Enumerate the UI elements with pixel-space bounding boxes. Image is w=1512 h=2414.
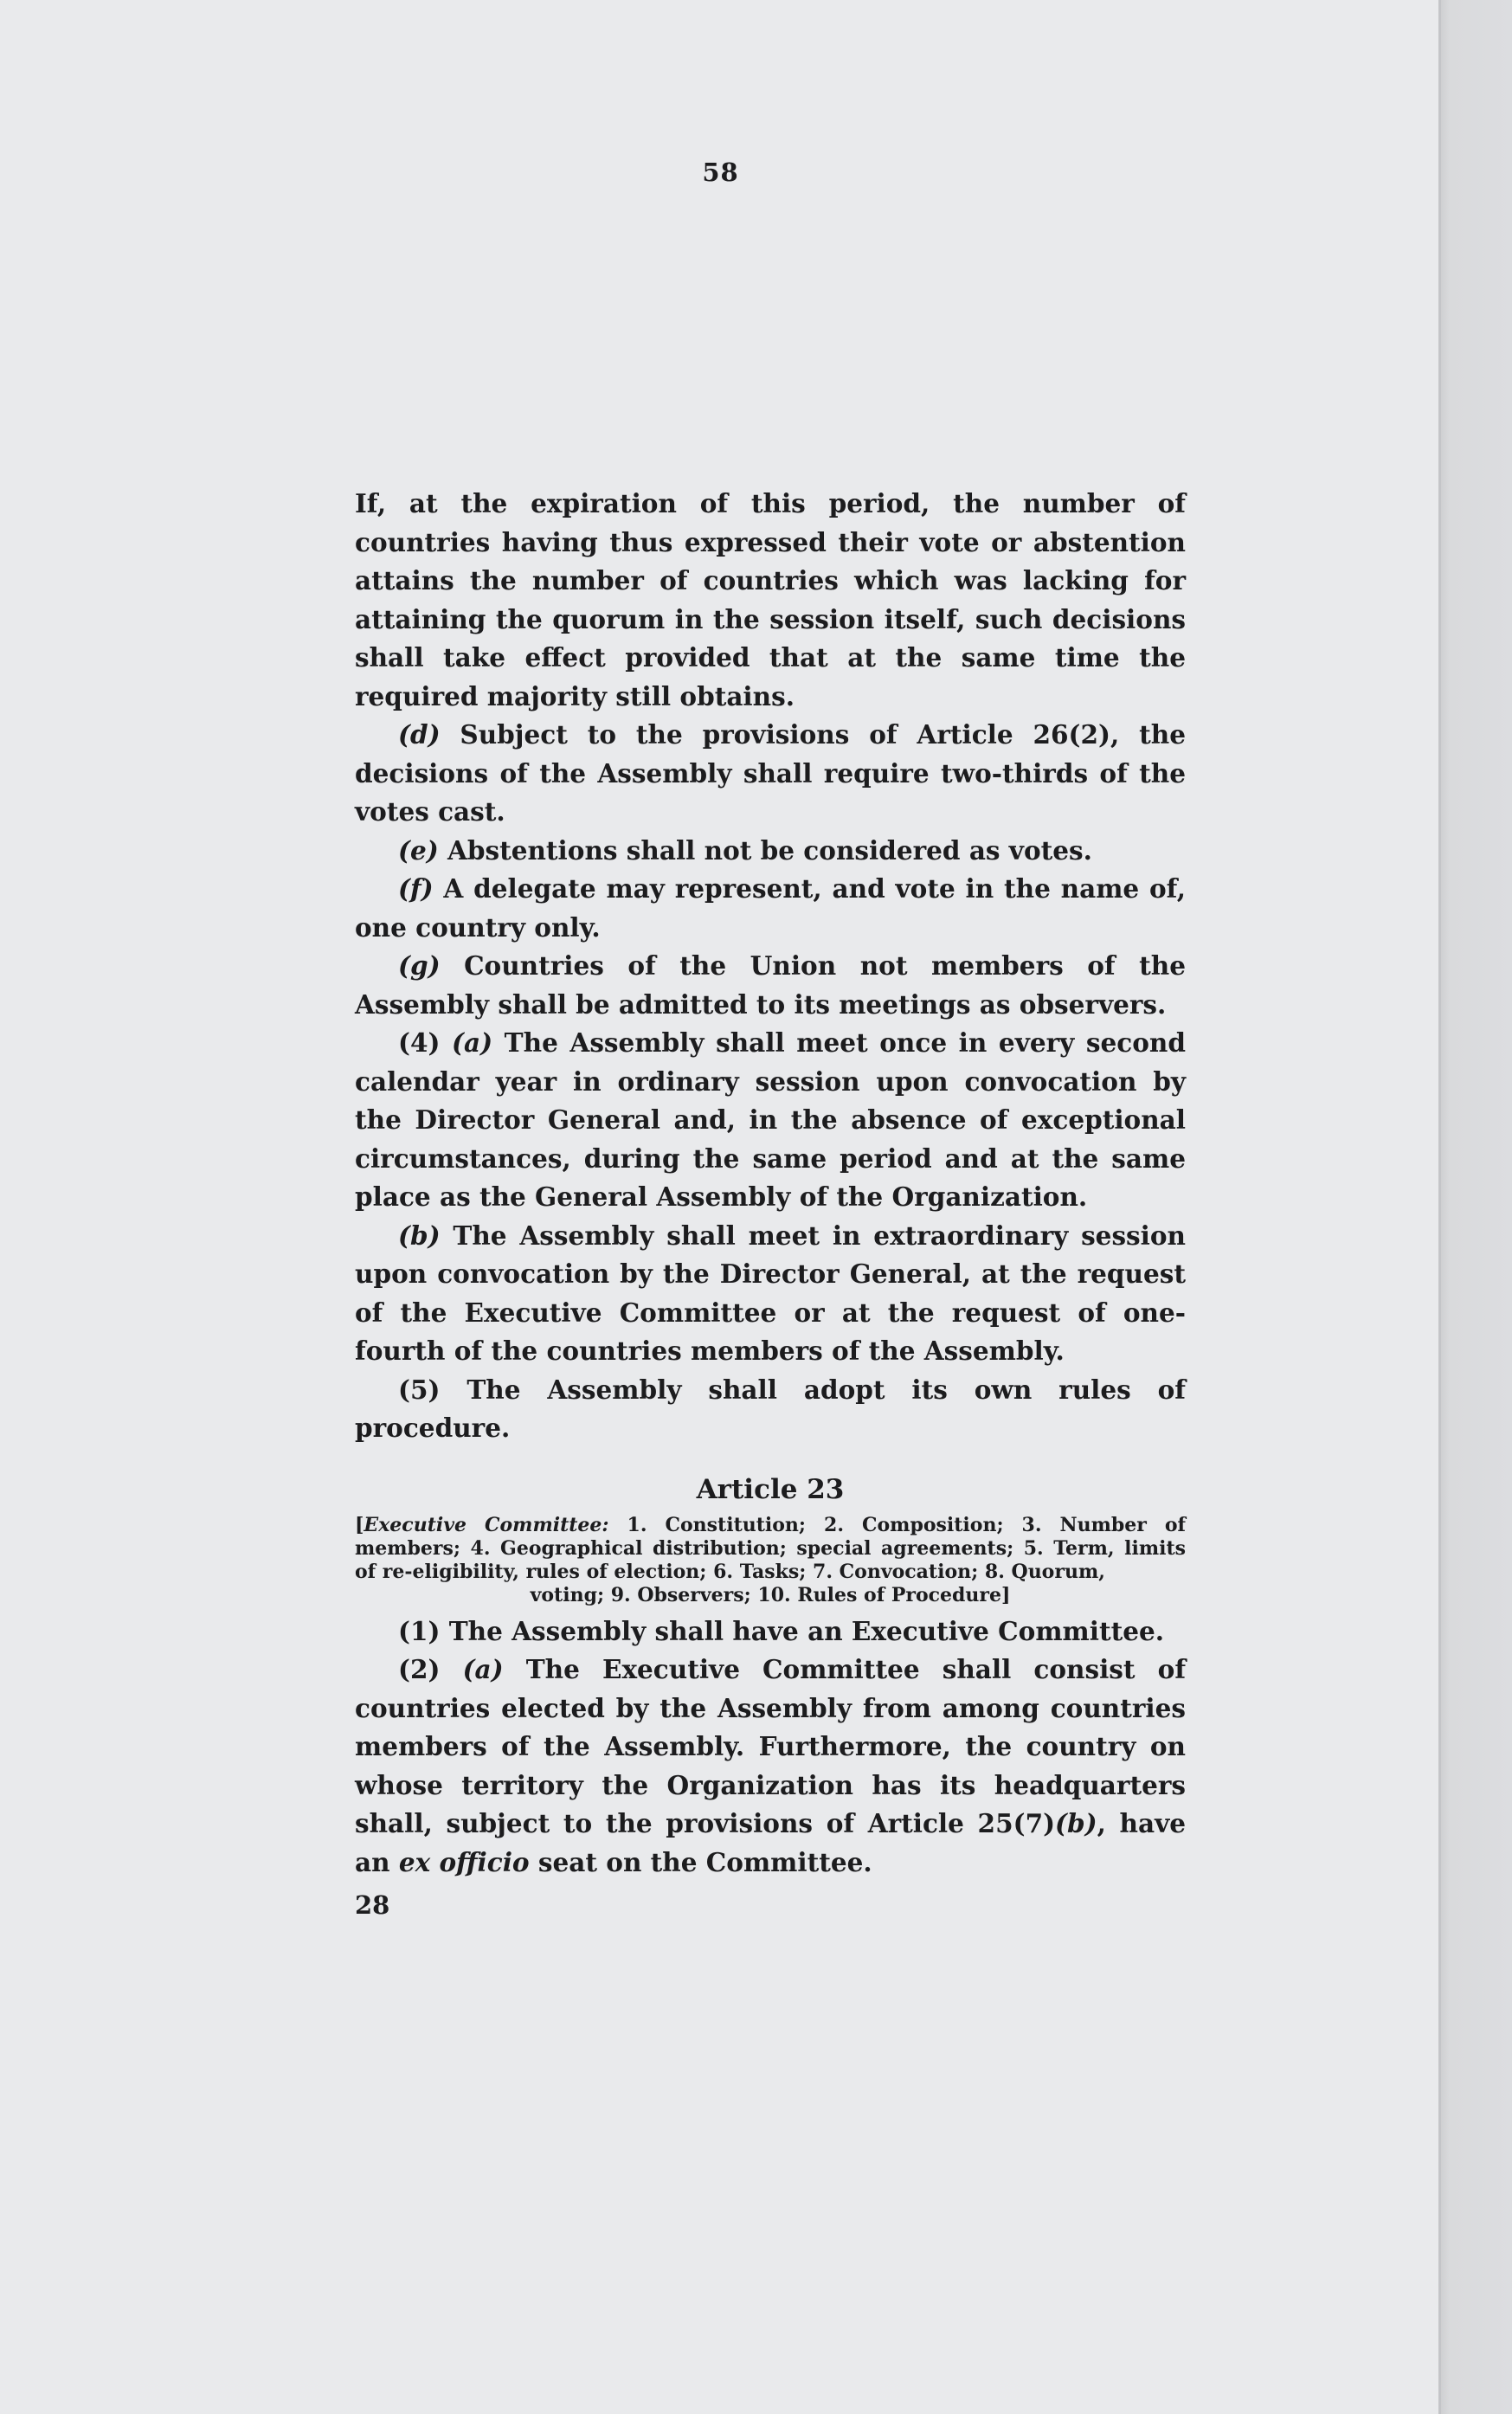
paragraph-23-1: (1) The Assembly shall have an Executive Committee. — [398, 1615, 1165, 1646]
paragraph-4b: (b) The Assembly shall meet in extraordinary session upon convocation by the Director General, at the request of the Executive Committee or at the request of one-fourth of the countries members of the Assembly. — [355, 1220, 1186, 1366]
paragraph-f: (f) A delegate may represent, and vote in the name of, one country only. — [355, 873, 1186, 943]
paragraph-quorum: If, at the expiration of this period, the number of countries having thus expressed their vote or abstention attains the number of countries which was lacking for attaining the quorum in the session itself, such decisions shall take effect provided that at the same time the required majority still obtains. — [355, 488, 1186, 711]
paragraph-g: (g) Countries of the Union not members of the Assembly shall be admitted to its meetings as observers. — [355, 950, 1186, 1020]
page-number-top: 58 — [702, 158, 739, 187]
paragraph-d: (d) Subject to the provisions of Article 26(2), the decisions of the Assembly shall require two-thirds of the votes cast. — [355, 719, 1186, 827]
paragraph-e: (e) Abstentions shall not be considered as votes. — [398, 834, 1092, 866]
paragraph-23-2a: (2) (a) The Executive Committee shall consist of countries elected by the Assembly from among countries members of the Assembly. Furthermore, the country on whose territory the Organization has its headquarters shall, subject to the provisions of Article 25(7)(b), have an ex officio seat on the Committee. — [355, 1654, 1187, 1877]
summary-text: 1. Constitution; 2. Composition; 3. Number of members; 4. Geographical distribution; special agreements; 5. Term, limits of re-eligibility, rules of election; 6. Tasks; 7. Convocation; 8. Quorum, — [355, 1513, 1186, 1583]
article-heading: Article 23 — [696, 1473, 845, 1505]
body-text — [355, 485, 1186, 1882]
article-summary: [Executive Committee: 1. Constitution; 2. Composition; 3. Number of members; 4. Geographical distribution; special agreements; 5. Term, limits of re-eligibility, rules of election; 6. Tasks; 7. Convocation; 8. Quorum, voting; 9. Observers; 10. Rules of Procedure] — [355, 1513, 1186, 1606]
paragraph-5: (5) The Assembly shall adopt its own rules of procedure. — [355, 1374, 1186, 1443]
page-edge — [1438, 0, 1512, 2414]
page-number-bottom: 28 — [355, 1890, 390, 1920]
paragraph-4a: (4) (a) The Assembly shall meet once in every second calendar year in ordinary session upon convocation by the Director General and, in the absence of exceptional circumstances, during the same period and at the same place as the General Assembly of the Organization. — [355, 1027, 1186, 1212]
summary-title: Executive Committee: — [364, 1513, 609, 1536]
summary-last-line: voting; 9. Observers; 10. Rules of Procedure] — [530, 1583, 1011, 1606]
